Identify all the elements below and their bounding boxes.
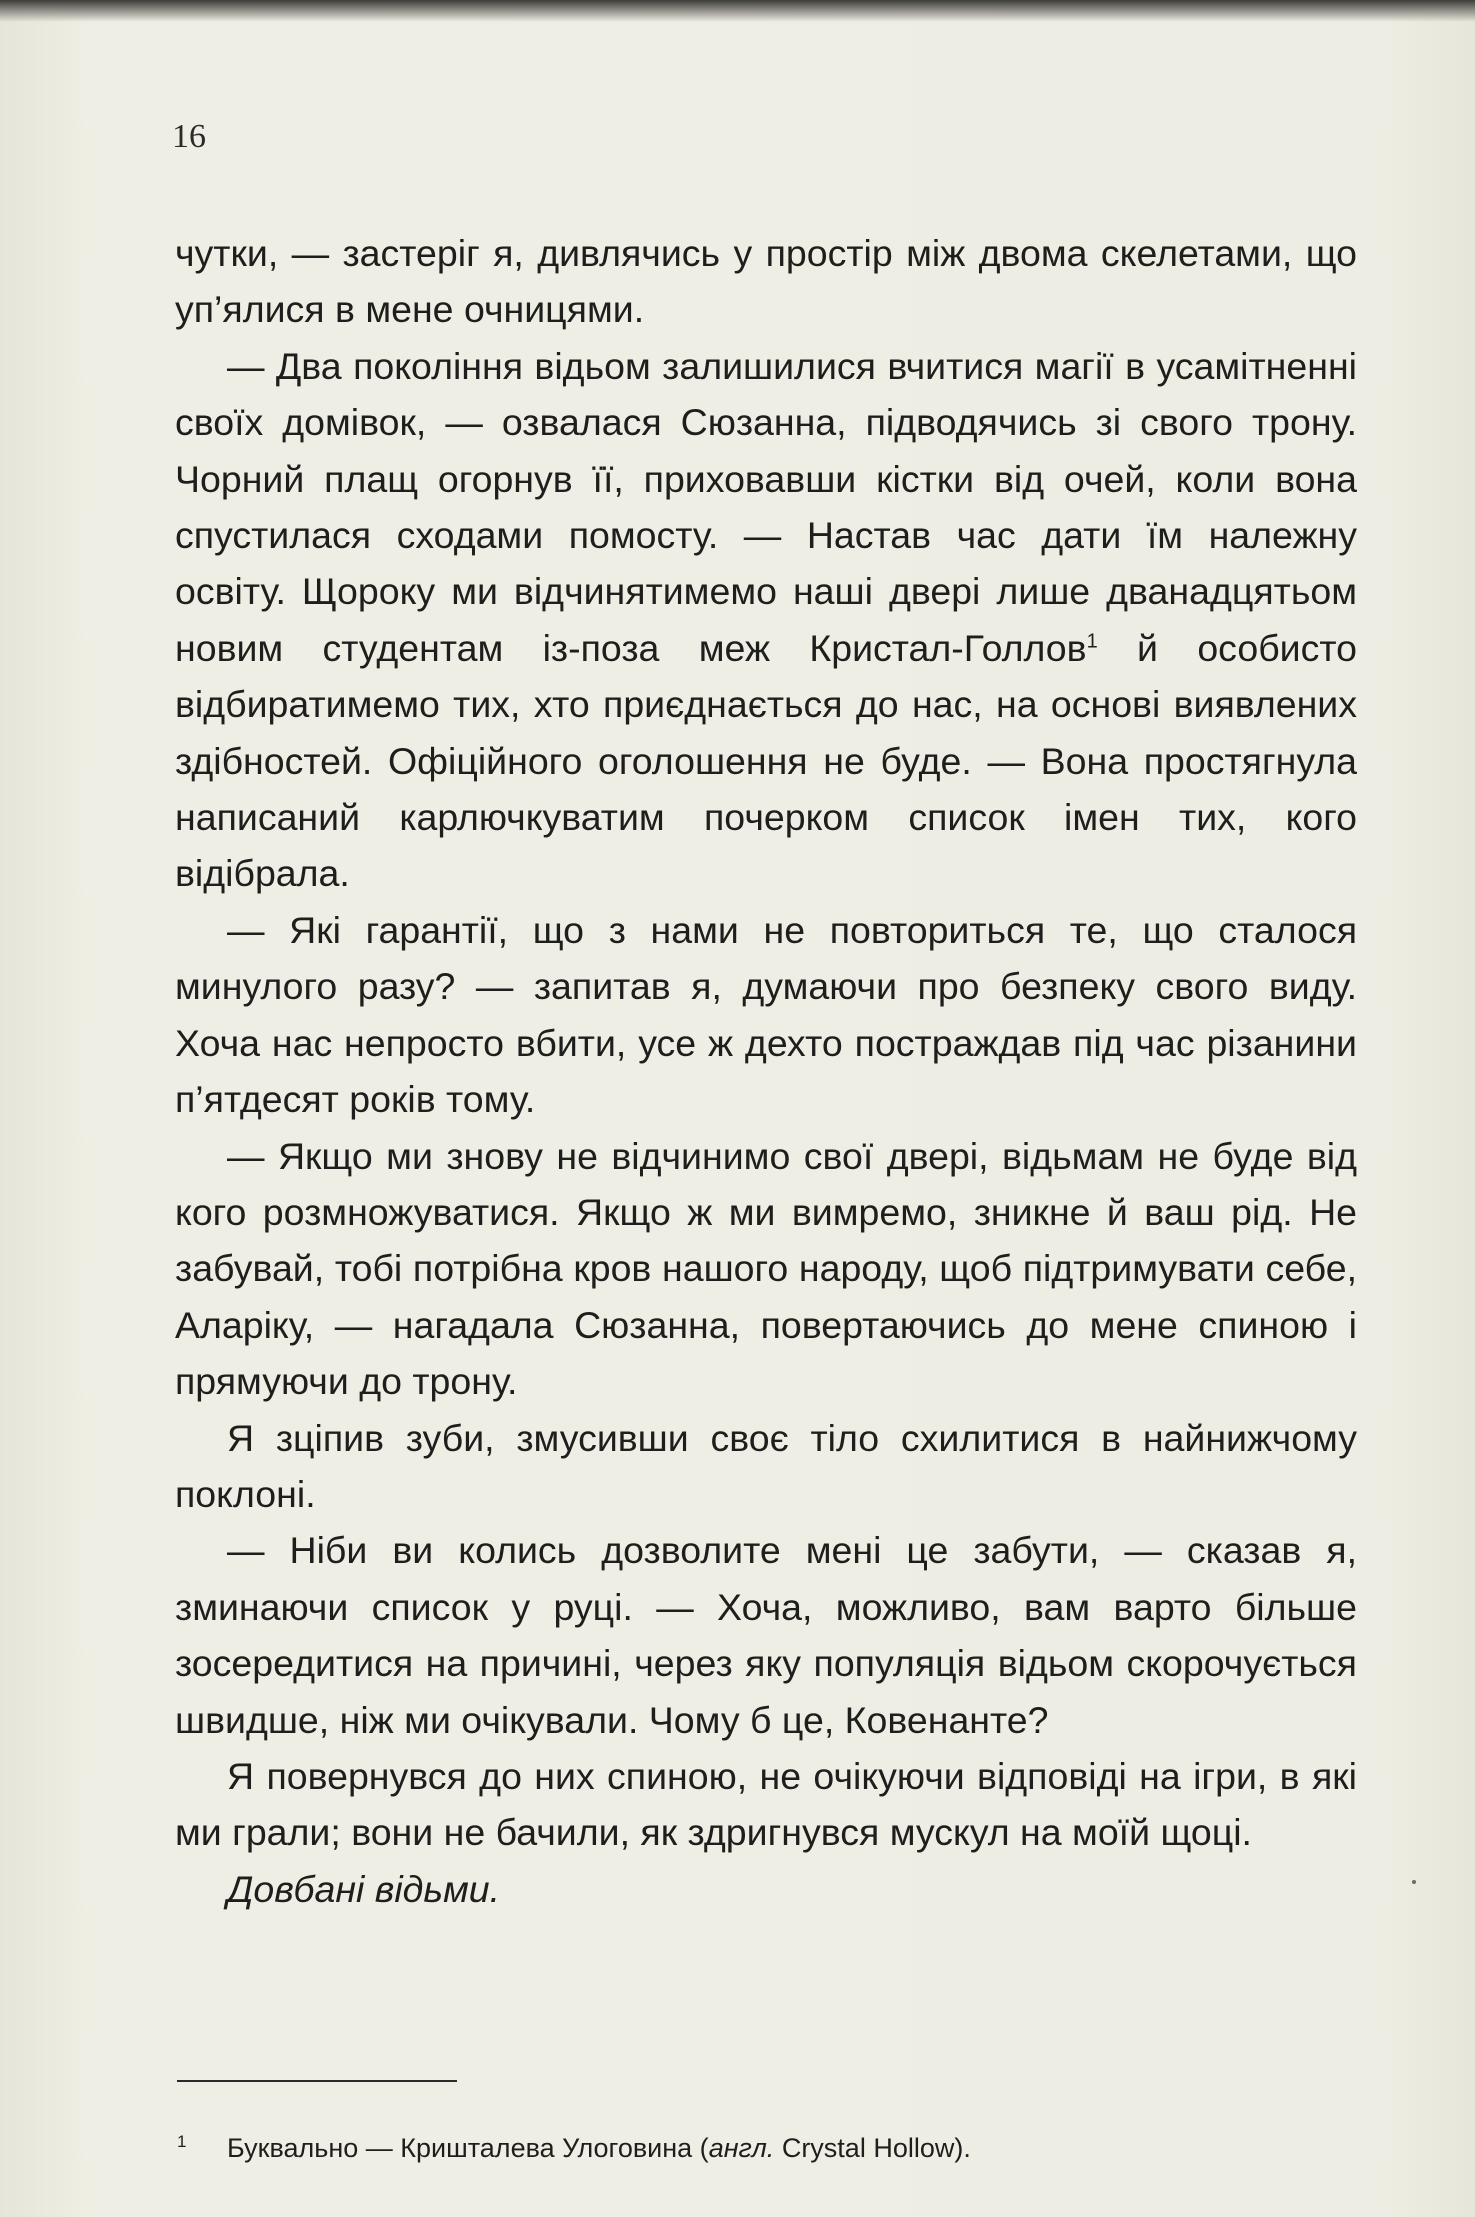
paragraph-1 — [175, 225, 1357, 338]
paragraph-text: — Якщо ми знову не відчинимо свої двері, відьмам не буде від кого розмножуватися. Якщо ж ми вимремо, зникне й ваш рід. Не забувай, тобі потрібна кров нашого народу, щоб підтримувати себе, Аларіку, — нагадала Сюзанна, повертаючись до мене спиною і прямуючи до трону. — [175, 1134, 1357, 1403]
paragraph-2 — [175, 338, 1357, 902]
paragraph-7 — [175, 1748, 1357, 1861]
paragraph-3 — [175, 902, 1357, 1128]
paragraph-text: — Два покоління відьом залишилися вчитися магії в усамітненні своїх домівок, — озвалася Сюзанна, підводячись зі свого трону. Чорний плащ огорнув її, приховавши кістки від очей, коли вона спустилася сходами помосту. — Настав час дати їм належну освіту. Щороку ми відчинятимемо наші двері лише дванадцятьом новим студентам із-поза меж Кристал-Голлов — [175, 344, 1357, 669]
body-text — [175, 225, 1357, 1917]
scan-speck — [1412, 1880, 1416, 1884]
footnote: 1 Буквально — Кришталева Улоговина (англ. Crystal Hollow). — [177, 2132, 971, 2163]
paragraph-text: Я зціпив зуби, змусивши своє тіло схилитися в найнижчому поклоні. — [175, 1416, 1357, 1515]
paragraph-text: Я повернувся до них спиною, не очікуючи відповіді на ігри, в які ми грали; вони не бачили, як здригнувся мускул на моїй щоці. — [175, 1754, 1357, 1854]
paragraph-text: й особисто відбиратимемо тих, хто приєднається до нас, на основі виявлених здібностей. Офіційного оголошення не буде. — Вона простягнула написаний карлючкуватим почерком список імен тих, кого відібрала. — [175, 626, 1357, 895]
footnote-text: Буквально — Кришталева Улоговина ( — [227, 2133, 709, 2163]
footnote-text: Crystal Hollow). — [774, 2133, 971, 2163]
paragraph-6 — [175, 1522, 1357, 1748]
paragraph-text: — Які гарантії, що з нами не повториться те, що сталося минулого разу? — запитав я, думаючи про безпеку свого виду. Хоча нас непросто вбити, усе ж дехто постраждав під час різанини п’ятдесят років тому. — [175, 908, 1357, 1121]
page-number: 16 — [172, 118, 206, 155]
footnote-divider — [177, 2080, 457, 2082]
paragraph-text: Довбані відьми. — [227, 1867, 501, 1910]
paragraph-text: — Ніби ви колись дозволите мені це забути, — сказав я, зминаючи список у руці. — Хоча, можливо, вам варто більше зосередитися на причині, через яку популяція відьом скорочується швидше, ніж ми очікували. Чому б це, Ковенанте? — [175, 1529, 1357, 1741]
footnote-language-label: англ. — [708, 2133, 775, 2163]
paragraph-4 — [175, 1128, 1357, 1410]
footnote-reference: 1 — [1086, 630, 1098, 653]
paragraph-8 — [175, 1861, 1357, 1917]
paragraph-text: чутки, — застеріг я, дивлячись у простір між двома скелетами, що уп’ялися в мене очницями. — [175, 232, 1357, 331]
paragraph-5 — [175, 1410, 1357, 1523]
scan-top-shadow — [0, 0, 1475, 22]
